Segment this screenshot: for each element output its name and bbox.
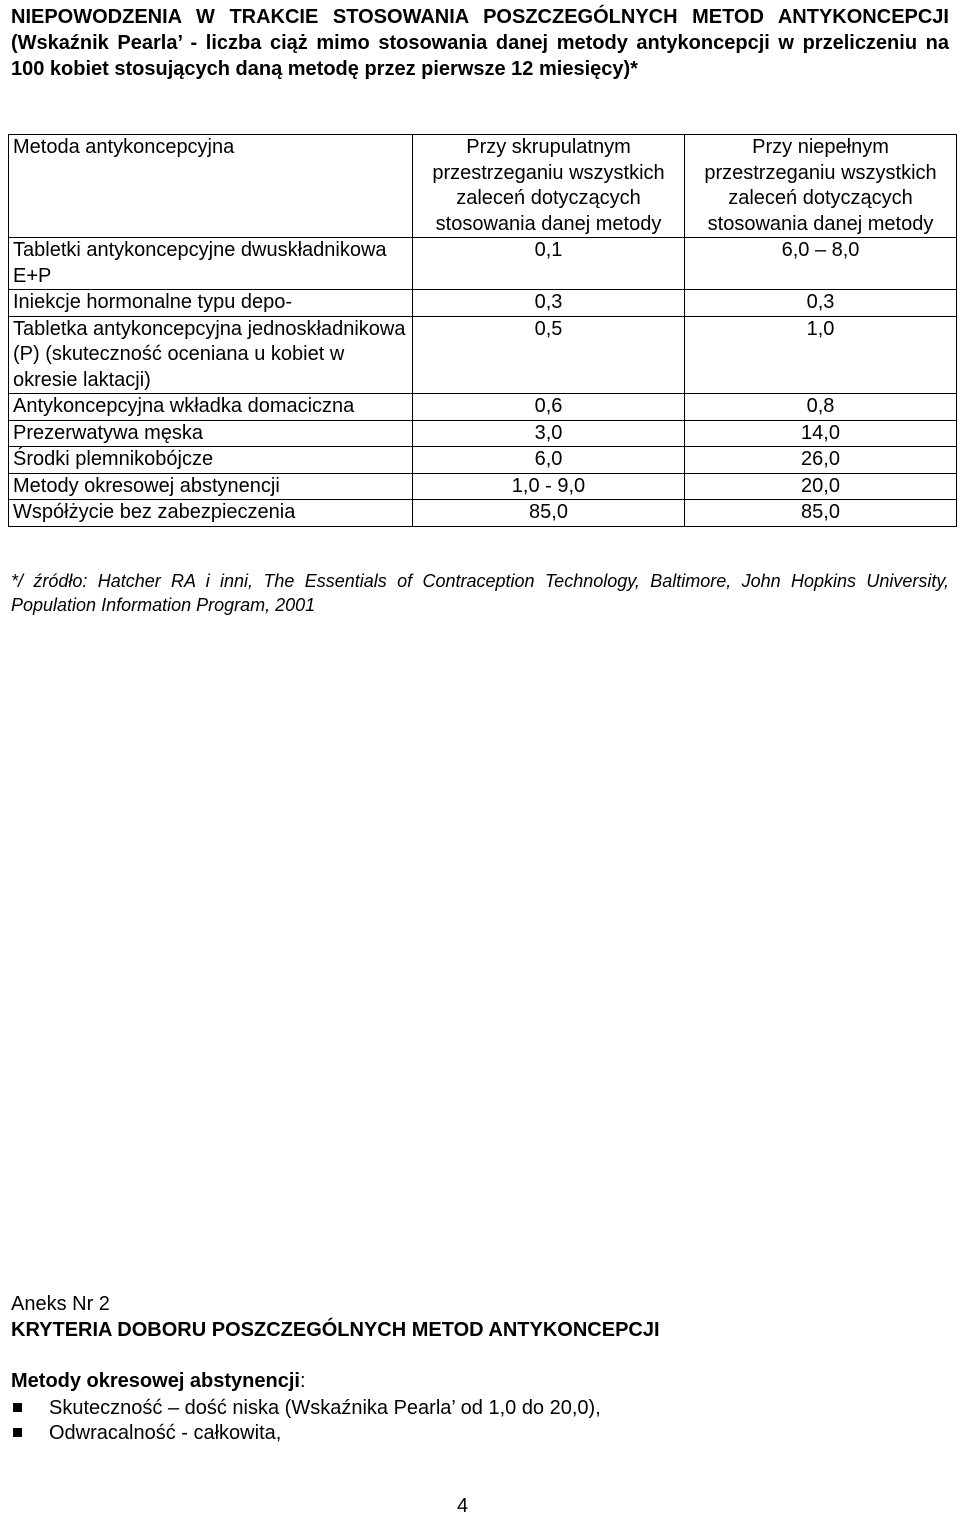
pearl-index-table <box>8 134 957 527</box>
method-cell: Iniekcje hormonalne typu depo- <box>9 290 413 317</box>
table-row <box>9 447 957 474</box>
table-row <box>9 394 957 421</box>
strict-value-cell: 0,6 <box>413 394 685 421</box>
table-row <box>9 500 957 527</box>
method-cell: Tabletka antykoncepcyjna jednoskładnikowa (P) (skuteczność oceniana u kobiet w okresie laktacji) <box>9 316 413 394</box>
table-row <box>9 473 957 500</box>
square-bullet-icon <box>13 1403 22 1412</box>
table-row <box>9 420 957 447</box>
method-cell: Tabletki antykoncepcyjne dwuskładnikowa E+P <box>9 238 413 290</box>
list-item-text: Odwracalność - całkowita, <box>49 1422 282 1444</box>
section-heading-colon: : <box>299 1370 306 1392</box>
annex-label: Aneks Nr 2 <box>11 1293 110 1315</box>
table-row <box>9 316 957 394</box>
page-number: 4 <box>457 1495 469 1517</box>
method-cell: Metody okresowej abstynencji <box>9 473 413 500</box>
partial-value-cell: 0,3 <box>685 290 957 317</box>
annex-title: KRYTERIA DOBORU POSZCZEGÓLNYCH METOD ANTYKONCEPCJI <box>11 1319 660 1341</box>
partial-value-cell: 26,0 <box>685 447 957 474</box>
section-heading <box>11 1369 306 1393</box>
header-partial-use: Przy niepełnym przestrzeganiu wszystkich zaleceń dotyczących stosowania danej metody <box>685 135 957 238</box>
list-item-text: Skuteczność – dość niska (Wskaźnika Pearla’ od 1,0 do 20,0), <box>49 1397 601 1419</box>
strict-value-cell: 0,5 <box>413 316 685 394</box>
method-cell: Środki plemnikobójcze <box>9 447 413 474</box>
table-row <box>9 238 957 290</box>
partial-value-cell: 6,0 – 8,0 <box>685 238 957 290</box>
partial-value-cell: 1,0 <box>685 316 957 394</box>
partial-value-cell: 14,0 <box>685 420 957 447</box>
strict-value-cell: 1,0 - 9,0 <box>413 473 685 500</box>
method-cell: Współżycie bez zabezpieczenia <box>9 500 413 527</box>
header-method: Metoda antykoncepcyjna <box>9 135 413 238</box>
square-bullet-icon <box>13 1428 22 1437</box>
header-strict-use: Przy skrupulatnym przestrzeganiu wszystkich zaleceń dotyczących stosowania danej metody <box>413 135 685 238</box>
table-row <box>9 290 957 317</box>
section-heading-text: Metody okresowej abstynencji <box>11 1370 300 1392</box>
list-item <box>11 1421 601 1446</box>
method-cell: Antykoncepcyjna wkładka domaciczna <box>9 394 413 421</box>
source-note: */ źródło: Hatcher RA i inni, The Essentials of Contraception Technology, Baltimore, John Hopkins University, Population Information Program, 2001 <box>11 571 949 615</box>
strict-value-cell: 3,0 <box>413 420 685 447</box>
strict-value-cell: 0,3 <box>413 290 685 317</box>
partial-value-cell: 85,0 <box>685 500 957 527</box>
partial-value-cell: 0,8 <box>685 394 957 421</box>
method-cell: Prezerwatywa męska <box>9 420 413 447</box>
strict-value-cell: 85,0 <box>413 500 685 527</box>
strict-value-cell: 0,1 <box>413 238 685 290</box>
table-header-row <box>9 135 957 238</box>
partial-value-cell: 20,0 <box>685 473 957 500</box>
strict-value-cell: 6,0 <box>413 447 685 474</box>
list-item <box>11 1396 601 1421</box>
criteria-list <box>11 1396 601 1446</box>
page-title: NIEPOWODZENIA W TRAKCIE STOSOWANIA POSZCZEGÓLNYCH METOD ANTYKONCEPCJI (Wskaźnik Pearla’ - liczba ciąż mimo stosowania danej metody antykoncepcji w przeliczeniu na 100 kobiet stosujących daną metodę przez pierwsze 12 miesięcy)* <box>11 6 949 80</box>
